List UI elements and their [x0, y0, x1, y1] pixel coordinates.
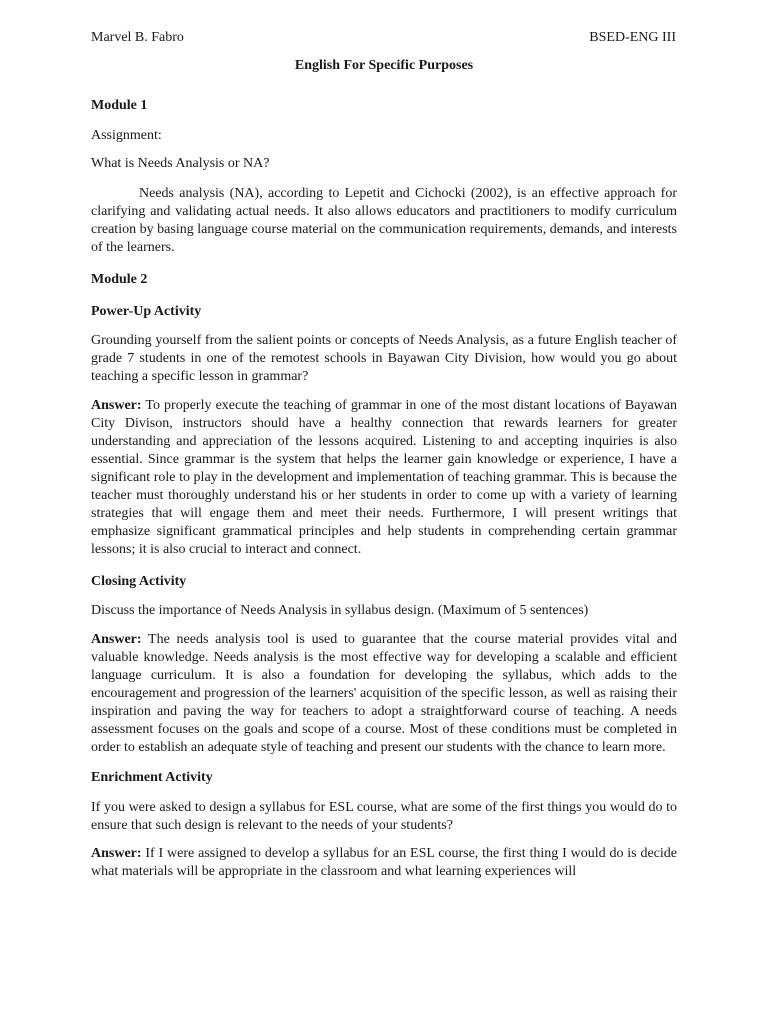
course-code: BSED-ENG III [589, 30, 676, 45]
enrichment-answer [91, 845, 677, 881]
module2-heading: Module 2 [91, 272, 148, 287]
answer-text: The needs analysis tool is used to guarantee that the course material provides vital and valuable knowledge. Needs analysis is the most effective way for developing a scalable and efficient language curriculum. It is also a foundation for developing the syllabus, which adds to the encouragement and progression of the learners' acquisition of the specific lesson, as well as raising their inspiration and paving the way for teachers to adopt a straightforward course of teaching. A needs assessment focuses on the goals and scope of a course. Most of these conditions must be completed in order to establish an adequate style of teaching and present our students with the chance to learn more. [91, 632, 678, 755]
enrichment-question: If you were asked to design a syllabus for ESL course, what are some of the first things you would do to ensure that such design is relevant to the needs of your students? [91, 800, 677, 833]
answer-text: To properly execute the teaching of grammar in one of the most distant locations of Bayawan City Divison, instructors should have a healthy connection that rewards learners for greater understanding and appreciation of the lessons acquired. Listening to and accepting inquiries is also essential. Since grammar is the system that helps the learner gain knowledge or experience, I have a significant role to play in the development and implementation of teaching grammar. This is because the teacher must thoroughly understand his or her students in order to come up with a variety of learning strategies that will engage them and meet their needs. Furthermore, I will present writings that emphasize significant grammatical principles and help students in comprehending certain grammar lessons; it is also crucial to interact and connect. [91, 398, 677, 557]
assignment-label: Assignment: [91, 128, 162, 143]
closing-answer [91, 631, 677, 757]
author-name: Marvel B. Fabro [91, 30, 184, 45]
answer-text: If I were assigned to develop a syllabus for an ESL course, the first thing I would do is decide what materials will be appropriate in the classroom and what learning experiences will [91, 846, 678, 879]
power-up-answer [91, 397, 677, 559]
power-up-heading: Power-Up Activity [91, 304, 202, 319]
closing-heading: Closing Activity [91, 574, 187, 589]
document-title: English For Specific Purposes [294, 58, 474, 73]
answer-label: Answer: [91, 632, 142, 647]
answer-label: Answer: [91, 846, 142, 861]
module1-heading: Module 1 [91, 98, 148, 113]
closing-question: Discuss the importance of Needs Analysis in syllabus design. (Maximum of 5 sentences) [91, 603, 589, 618]
power-up-question: Grounding yourself from the salient points or concepts of Needs Analysis, as a future English teacher of grade 7 students in one of the remotest schools in Bayawan City Division, how would you go about teaching a specific lesson in grammar? [91, 333, 677, 384]
answer-label: Answer: [91, 398, 142, 413]
document-body [91, 57, 677, 881]
module1-paragraph: Needs analysis (NA), according to Lepetit and Cichocki (2002), is an effective approach for clarifying and validating actual needs. It also allows educators and practitioners to modify curriculum creation by basing language course material on the communication requirements, demands, and interests of the learners. [91, 186, 677, 255]
module1-question: What is Needs Analysis or NA? [91, 156, 270, 171]
enrichment-heading: Enrichment Activity [91, 770, 213, 785]
